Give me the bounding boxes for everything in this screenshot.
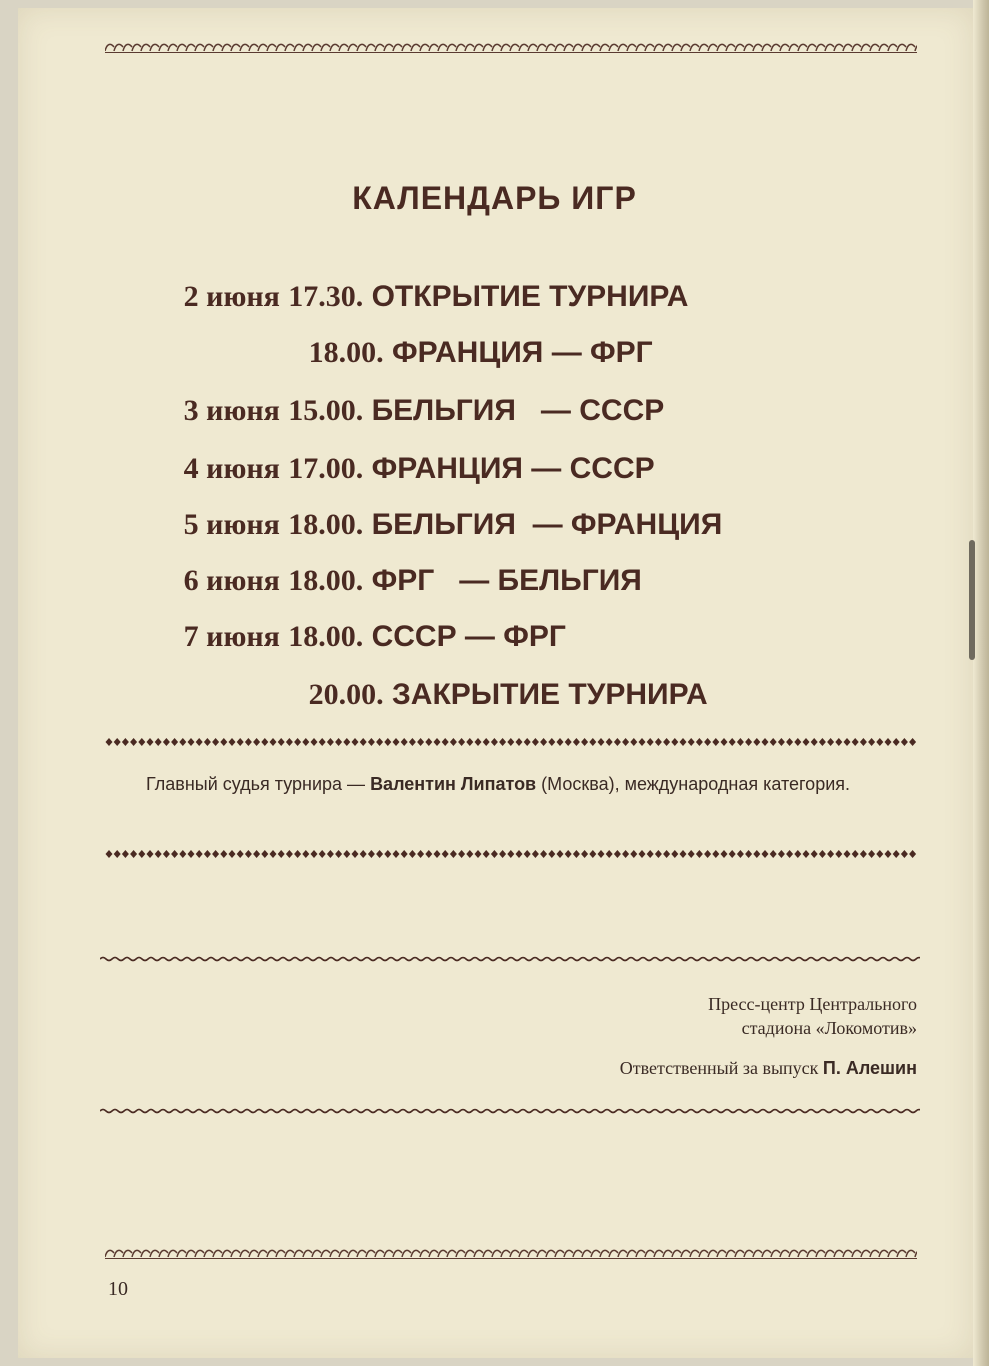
- schedule-event: БЕЛЬГИЯ — ФРАНЦИЯ: [371, 508, 723, 541]
- schedule-date: 5 июня: [183, 508, 280, 541]
- schedule-time: 18.00.: [288, 620, 364, 653]
- schedule-event: ФРГ — БЕЛЬГИЯ: [371, 564, 642, 597]
- schedule-time: 18.00.: [308, 336, 384, 369]
- wavy-divider: [100, 954, 920, 964]
- wavy-divider: [100, 1106, 920, 1116]
- bottom-ornament-border: [105, 1248, 917, 1260]
- schedule-event: ЗАКРЫТИЕ ТУРНИРА: [392, 678, 708, 711]
- referee-suffix: (Москва), международная категория.: [536, 774, 851, 794]
- top-ornament-border: [105, 42, 917, 54]
- schedule-time: 15.00.: [288, 394, 364, 427]
- schedule-date: 7 июня: [183, 620, 280, 653]
- binding-staple: [969, 540, 975, 660]
- schedule-date: 4 июня: [183, 452, 280, 485]
- schedule-date: 3 июня: [183, 394, 280, 427]
- schedule-date: 2 июня: [183, 280, 280, 313]
- schedule-event: ФРАНЦИЯ — СССР: [371, 452, 655, 485]
- press-center-credit: [708, 992, 917, 1040]
- diamond-divider: [105, 736, 917, 748]
- schedule-time: 17.30.: [288, 280, 364, 313]
- page-number: 10: [108, 1278, 128, 1300]
- schedule-title: КАЛЕНДАРЬ ИГР: [352, 180, 637, 216]
- schedule-event: СССР — ФРГ: [371, 620, 566, 653]
- schedule-time: 18.00.: [288, 508, 364, 541]
- schedule-time: 20.00.: [308, 678, 384, 711]
- diamond-divider: [105, 848, 917, 860]
- schedule-date: 6 июня: [183, 564, 280, 597]
- schedule-event: ФРАНЦИЯ — ФРГ: [392, 336, 653, 369]
- schedule-row: [292, 644, 708, 712]
- responsible-label: Ответственный за выпуск: [619, 1058, 823, 1078]
- referee-name: Валентин Липатов: [370, 774, 537, 794]
- schedule-time: 18.00.: [288, 564, 364, 597]
- responsible-credit: [620, 1058, 917, 1079]
- press-line-1: Пресс-центр Центрального: [708, 994, 917, 1014]
- schedule-event: ОТКРЫТИЕ ТУРНИРА: [371, 280, 689, 313]
- responsible-name: П. Алешин: [822, 1058, 917, 1078]
- schedule-time: 17.00.: [288, 452, 364, 485]
- referee-note: [108, 772, 920, 797]
- press-line-2: стадиона «Локомотив»: [741, 1018, 917, 1038]
- schedule-event: БЕЛЬГИЯ — СССР: [371, 394, 665, 427]
- referee-prefix: Главный судья турнира —: [146, 774, 371, 794]
